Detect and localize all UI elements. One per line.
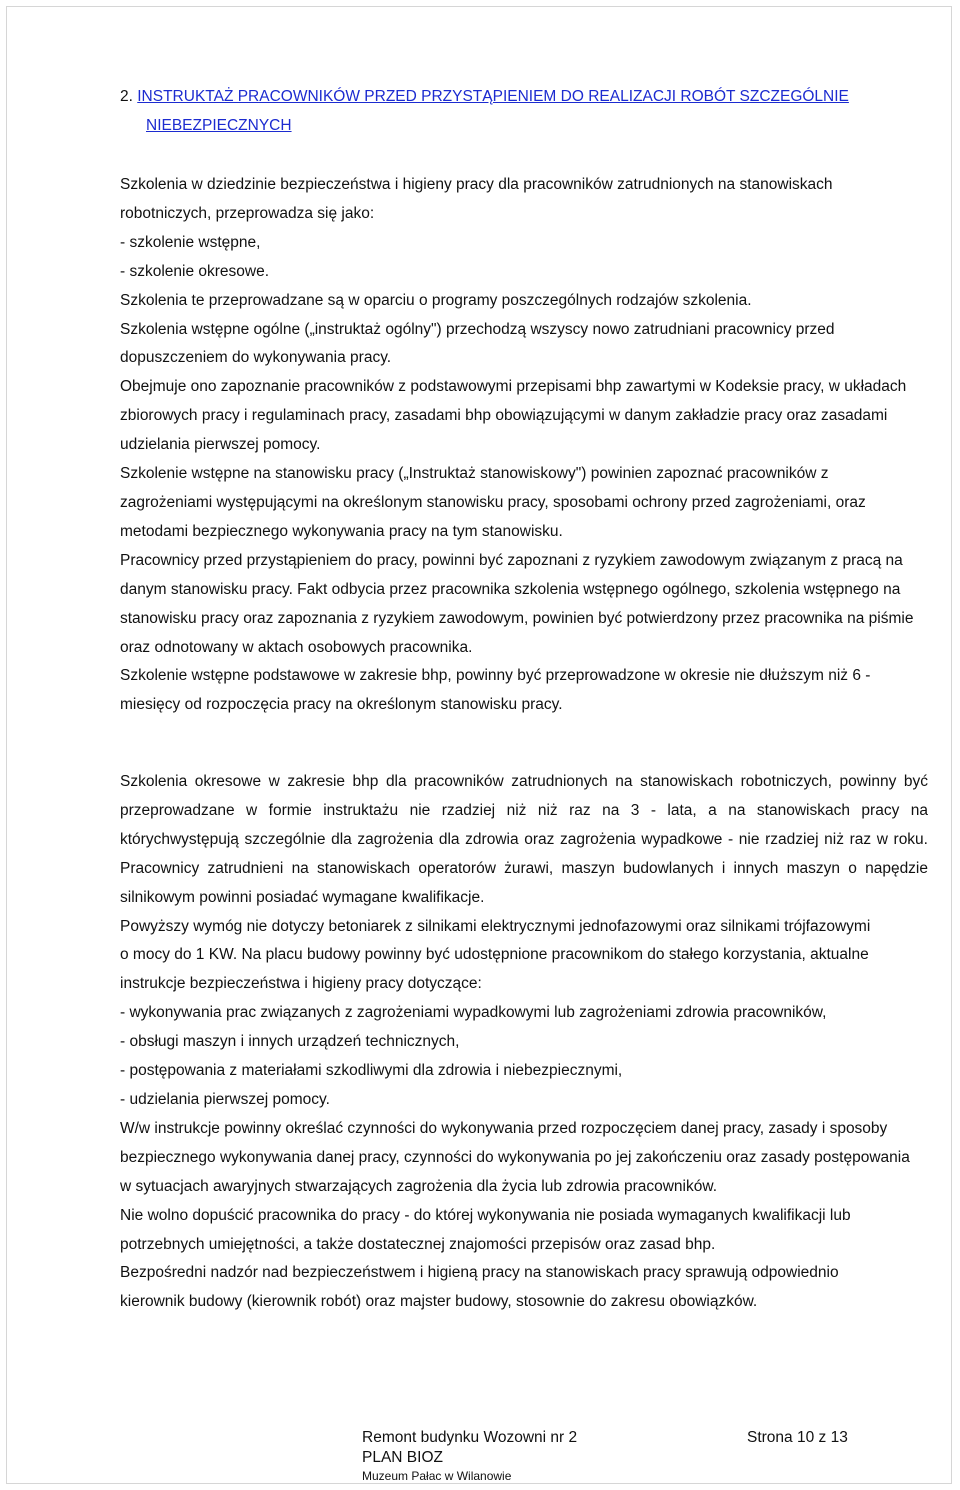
paragraph: Bezpośredni nadzór nad bezpieczeństwem i higieną pracy na stanowiskach pracy sprawują odpowiednio kierownik budowy (kierownik robót) oraz majster budowy, stosownie do zakresu obowiązków. [120, 1264, 839, 1311]
list-item: - szkolenie wstępne, [120, 233, 261, 251]
paragraph: Szkolenia w dziedzinie bezpieczeństwa i higieny pracy dla pracowników zatrudnionych na stanowiskach robotniczych, przeprowadza się jako: [120, 176, 833, 222]
heading-line-2 [120, 111, 920, 140]
paragraph: Szkolenia te przeprowadzane są w oparciu o programy poszczególnych rodzajów szkolenia. [120, 291, 752, 309]
list-item: - postępowania z materiałami szkodliwymi dla zdrowia i niebezpiecznymi, [120, 1062, 623, 1080]
paragraph: Szkolenia okresowe w zakresie bhp dla pracowników zatrudnionych na stanowiskach robotniczych, powinny być przeprowadzane w formie instruktażu nie rzadziej niż niż raz na 3 - lata, a na stanowiskach pracy na którychwystępują szczególnie dla zagrożenia dla zdrowia oraz zagrożenia wypadkowe - nie rzadziej niż raz w roku. Pracownicy zatrudnieni na stanowiskach operatorów żurawi, maszyn budowlanych i innych maszyn o napędzie silnikowym powinni posiadać wymagane kwalifikacje. [120, 773, 928, 906]
section-2-text [120, 768, 928, 1317]
heading-title-link-continued[interactable]: NIEBEZPIECZNYCH [146, 117, 292, 134]
list-item: - wykonywania prac związanych z zagrożeniami wypadkowymi lub zagrożeniami zdrowia pracowników, [120, 1004, 827, 1022]
paragraph: Szkolenie wstępne podstawowe w zakresie bhp, powinny być przeprowadzone w okresie nie dłuższym niż 6 - miesięcy od rozpoczęcia pracy na określonym stanowisku pracy. [120, 667, 871, 714]
paragraph: W/w instrukcje powinny określać czynności do wykonywania przed rozpoczęciem danej pracy, zasady i sposoby bezpiecznego wykonywania danej pracy, czynności do wykonywania po jej zakończeniu oraz zasady postępowania w sytuacjach awaryjnych stwarzających zagrożenia dla życia lub zdrowia pracowników. [120, 1119, 910, 1195]
paragraph: Pracownicy przed przystąpieniem do pracy, powinni być zapoznani z ryzykiem zawodowym związanym z pracą na danym stanowisku pracy. Fakt odbycia przez pracownika szkolenia wstępnego ogólnego, szkolenia wstępnego na stanowisku pracy oraz zapoznania z ryzykiem zawodowym, powinien być potwierdzony przez pracownika na piśmie oraz odnotowany w aktach osobowych pracownika. [120, 551, 914, 656]
section-1-text [120, 171, 928, 720]
list-item: - udzielania pierwszej pomocy. [120, 1090, 330, 1108]
footer-client: Muzeum Pałac w Wilanowie [362, 1469, 512, 1483]
footer-document: PLAN BIOZ [362, 1449, 443, 1466]
heading-number: 2. [120, 88, 133, 105]
section-heading [120, 82, 920, 140]
paragraph: Obejmuje ono zapoznanie pracowników z podstawowymi przepisami bhp zawartymi w Kodeksie pracy, w układach zbiorowych pracy i regulaminach pracy, zasadami bhp obowiązującymi w danym zakładzie pracy oraz zasadami udzielania pierwszej pomocy. [120, 378, 907, 454]
paragraph: Nie wolno dopuścić pracownika do pracy - do której wykonywania nie posiada wymaganych kwalifikacji lub potrzebnych umiejętności, a także dostatecznej znajomości przepisów oraz zasad bhp. [120, 1206, 851, 1253]
heading-title-link[interactable]: INSTRUKTAŻ PRACOWNIKÓW PRZED PRZYSTĄPIENIEM DO REALIZACJI ROBÓT SZCZEGÓLNIE [137, 88, 849, 105]
paragraph: Szkolenie wstępne na stanowisku pracy („Instruktaż stanowiskowy") powinien zapoznać pracowników z zagrożeniami występującymi na określonym stanowisku pracy, sposobami ochrony przed zagrożeniami, oraz metodami bezpiecznego wykonywania pracy na tym stanowisku. [120, 465, 866, 540]
footer-page-number: Strona 10 z 13 [747, 1429, 848, 1446]
paragraph: Szkolenia wstępne ogólne („instruktaż ogólny") przechodzą wszyscy nowo zatrudniani pracownicy przed dopuszczeniem do wykonywania pracy. [120, 320, 835, 367]
list-item: - obsługi maszyn i innych urządzeń technicznych, [120, 1033, 460, 1051]
footer-project: Remont budynku Wozowni nr 2 [362, 1429, 578, 1446]
paragraph: Powyższy wymóg nie dotyczy betoniarek z silnikami elektrycznymi jednofazowymi oraz silnikami trójfazowymi o mocy do 1 KW. Na placu budowy powinny być udostępnione pracownikom do stałego korzystania, aktualne instrukcje bezpieczeństwa i higieny pracy dotyczące: [120, 917, 871, 993]
list-item: - szkolenie okresowe. [120, 262, 270, 280]
heading-line-1 [120, 82, 920, 111]
